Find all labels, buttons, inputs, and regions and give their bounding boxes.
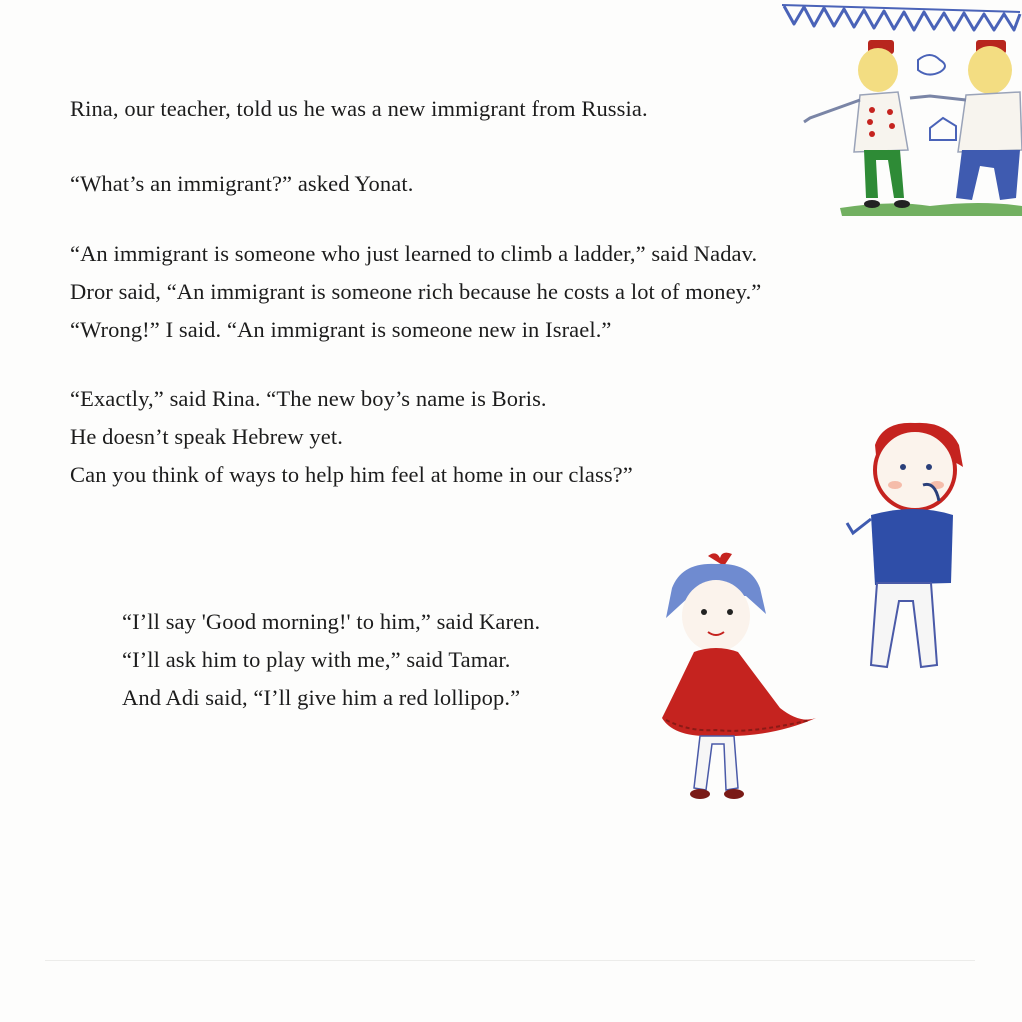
story-line: “I’ll say 'Good morning!' to him,” said Karen. [122, 609, 541, 634]
story-line: “What’s an immigrant?” asked Yonat. [70, 171, 414, 196]
story-line: Dror said, “An immigrant is someone rich because he costs a lot of money.” [70, 279, 762, 304]
paragraph-class-ideas [122, 603, 540, 717]
story-line: “I’ll ask him to play with me,” said Tamar. [122, 647, 511, 672]
story-line: “Exactly,” said Rina. “The new boy’s name is Boris. [70, 386, 547, 411]
story-line: And Adi said, “I’ll give him a red lollipop.” [122, 685, 521, 710]
story-line: “An immigrant is someone who just learned to climb a ladder,” said Nadav. [70, 241, 758, 266]
girl-in-red-dress-illustration [650, 548, 825, 810]
paragraph-definitions [70, 235, 761, 349]
story-line: He doesn’t speak Hebrew yet. [70, 424, 343, 449]
story-line: “Wrong!” I said. “An immigrant is someone new in Israel.” [70, 317, 612, 342]
story-line: Can you think of ways to help him feel at home in our class?” [70, 462, 633, 487]
boy-in-blue-shirt-illustration [835, 415, 985, 685]
paragraph-teacher-intro [70, 90, 648, 128]
page-bottom-edge [45, 960, 975, 961]
paragraph-rina-answer [70, 380, 633, 494]
story-line: Rina, our teacher, told us he was a new immigrant from Russia. [70, 96, 648, 121]
paragraph-yonat-question [70, 165, 413, 203]
two-boys-illustration [780, 0, 1022, 222]
